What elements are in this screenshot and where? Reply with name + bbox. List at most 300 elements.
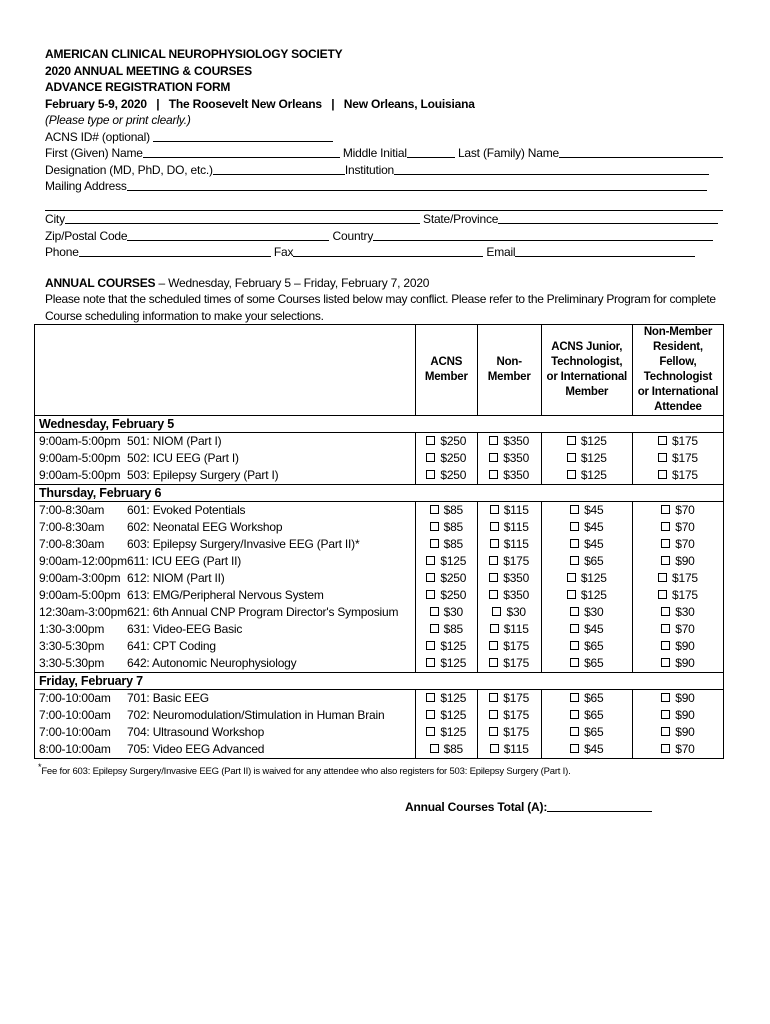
checkbox-icon[interactable]	[426, 453, 435, 462]
price-option[interactable]	[416, 536, 477, 553]
course-name: 613: EMG/Peripheral Nervous System	[127, 588, 324, 602]
checkbox-icon[interactable]	[570, 710, 579, 719]
course-group	[35, 433, 724, 485]
zip-label: Zip/Postal Code	[45, 228, 128, 243]
org-name: AMERICAN CLINICAL NEUROPHYSIOLOGY SOCIETY	[45, 47, 343, 61]
price-option[interactable]	[478, 536, 541, 553]
price-option[interactable]	[542, 741, 632, 758]
course-name: 612: NIOM (Part II)	[127, 571, 225, 585]
course-row	[35, 655, 415, 672]
price-option[interactable]	[542, 570, 632, 587]
checkbox-icon[interactable]	[661, 710, 670, 719]
price-option[interactable]	[633, 433, 723, 450]
price-option[interactable]	[542, 467, 632, 484]
price-option[interactable]	[542, 433, 632, 450]
price-option[interactable]	[542, 638, 632, 655]
price-option[interactable]	[633, 655, 723, 672]
price-option[interactable]	[416, 604, 477, 621]
checkbox-icon[interactable]	[661, 744, 670, 753]
price-value: $250	[440, 571, 467, 585]
checkbox-icon[interactable]	[661, 607, 670, 616]
price-option[interactable]	[416, 638, 477, 655]
checkbox-icon[interactable]	[658, 436, 667, 445]
price-value: $30	[506, 605, 526, 619]
price-value: $250	[440, 451, 467, 465]
price-value: $115	[503, 622, 529, 636]
checkbox-icon[interactable]	[489, 470, 498, 479]
price-value: $85	[443, 622, 464, 636]
price-value: $90	[675, 708, 695, 722]
mailing-row	[45, 178, 725, 195]
email-label: Email	[486, 245, 516, 259]
price-option[interactable]	[542, 690, 632, 707]
price-value: $90	[675, 554, 695, 568]
course-row	[35, 536, 415, 553]
price-value: $350	[503, 468, 530, 482]
checkbox-icon[interactable]	[490, 505, 499, 514]
course-name: 602: Neonatal EEG Workshop	[127, 520, 283, 534]
price-option[interactable]	[633, 587, 723, 604]
checkbox-icon[interactable]	[489, 693, 498, 702]
price-value: $125	[580, 434, 607, 448]
price-option[interactable]	[416, 724, 477, 741]
price-option[interactable]	[633, 536, 723, 553]
price-value: $125	[580, 588, 607, 602]
price-value: $30	[443, 605, 464, 619]
price-value: $70	[675, 503, 695, 517]
price-option[interactable]	[478, 467, 541, 484]
price-option[interactable]	[478, 707, 541, 724]
price-option[interactable]	[542, 502, 632, 519]
price-value: $65	[584, 656, 604, 670]
fax-field[interactable]	[293, 244, 483, 257]
price-option[interactable]	[633, 519, 723, 536]
price-value: $125	[440, 639, 467, 653]
price-option[interactable]	[416, 587, 477, 604]
price-value: $90	[675, 691, 695, 705]
price-value: $45	[584, 622, 604, 636]
price-value: $125	[440, 725, 467, 739]
checkbox-icon[interactable]	[426, 641, 435, 650]
course-row	[35, 570, 415, 587]
day-row	[35, 673, 724, 690]
price-option[interactable]	[416, 519, 477, 536]
checkbox-icon[interactable]	[489, 727, 498, 736]
checkbox-icon[interactable]	[489, 710, 498, 719]
course-time: 9:00am-3:00pm	[39, 571, 121, 585]
designation-field[interactable]	[213, 162, 345, 175]
price-column	[541, 690, 632, 759]
course-row	[35, 519, 415, 536]
price-option[interactable]	[633, 638, 723, 655]
price-option[interactable]	[633, 467, 723, 484]
price-option[interactable]	[416, 553, 477, 570]
courses-table	[34, 324, 724, 759]
course-time: 7:00-8:30am	[39, 503, 105, 517]
checkbox-icon[interactable]	[489, 641, 498, 650]
price-value: $175	[503, 691, 530, 705]
course-time: 7:00-10:00am	[39, 708, 111, 722]
footnote-asterisk: *	[38, 762, 42, 772]
checkbox-icon[interactable]	[658, 573, 667, 582]
price-value: $85	[443, 520, 464, 534]
price-option[interactable]	[633, 724, 723, 741]
price-option[interactable]	[478, 587, 541, 604]
course-time: 3:30-5:30pm	[39, 639, 105, 653]
price-option[interactable]	[478, 724, 541, 741]
phone-label: Phone	[45, 245, 79, 259]
day-heading: Friday, February 7	[35, 673, 724, 690]
checkbox-icon[interactable]	[658, 470, 667, 479]
course-row	[35, 690, 415, 707]
course-time: 12:30am-3:00pm	[39, 605, 127, 619]
checkbox-icon[interactable]	[567, 590, 576, 599]
price-value: $70	[675, 742, 695, 756]
price-option[interactable]	[416, 741, 477, 758]
price-value: $70	[675, 520, 695, 534]
checkbox-icon[interactable]	[430, 607, 439, 616]
courses-note: Please note that the scheduled times of some Courses listed below may conflict. Please refer to the Preliminary Program for complete Course scheduling information to make your selections.	[45, 292, 716, 323]
acns-id-label: ACNS ID# (optional)	[45, 129, 150, 144]
price-option[interactable]	[416, 467, 477, 484]
checkbox-icon[interactable]	[430, 744, 439, 753]
price-option[interactable]	[416, 707, 477, 724]
mailing-address-label: Mailing Address	[45, 179, 127, 193]
price-value: $125	[440, 554, 467, 568]
course-row	[35, 553, 415, 570]
course-row	[35, 741, 415, 758]
checkbox-icon[interactable]	[490, 522, 499, 531]
price-value: $45	[584, 520, 604, 534]
email-field[interactable]	[515, 244, 695, 257]
price-value: $90	[675, 656, 695, 670]
course-name: 701: Basic EEG	[127, 691, 209, 705]
checkbox-icon[interactable]	[570, 522, 579, 531]
course-name: 704: Ultrasound Workshop	[127, 725, 265, 739]
price-option[interactable]	[416, 502, 477, 519]
course-row	[35, 467, 415, 484]
checkbox-icon[interactable]	[426, 710, 435, 719]
course-time: 8:00-10:00am	[39, 742, 111, 756]
checkbox-icon[interactable]	[489, 658, 498, 667]
middle-initial-label: Middle Initial	[342, 146, 407, 160]
footnote	[38, 762, 571, 777]
course-time: 9:00am-12:00pm	[39, 554, 127, 568]
price-option[interactable]	[478, 621, 541, 638]
checkbox-icon[interactable]	[430, 624, 439, 633]
price-option[interactable]	[542, 587, 632, 604]
course-list	[35, 690, 416, 759]
first-name-label: First (Given) Name	[45, 146, 143, 160]
course-time: 7:00-8:30am	[39, 520, 105, 534]
price-option[interactable]	[478, 638, 541, 655]
course-group	[35, 502, 724, 673]
price-option[interactable]	[478, 690, 541, 707]
courses-total	[405, 799, 652, 814]
price-option[interactable]	[633, 741, 723, 758]
price-option[interactable]	[633, 690, 723, 707]
checkbox-icon[interactable]	[661, 641, 670, 650]
price-column	[477, 690, 541, 759]
checkbox-icon[interactable]	[570, 744, 579, 753]
state-field[interactable]	[498, 211, 718, 224]
last-name-label: Last (Family) Name	[457, 146, 560, 160]
price-value: $65	[584, 691, 604, 705]
course-name: 501: NIOM (Part I)	[127, 434, 222, 448]
price-option[interactable]	[633, 604, 723, 621]
checkbox-icon[interactable]	[426, 556, 435, 565]
city-row	[45, 211, 725, 228]
country-field[interactable]	[373, 228, 713, 241]
total-field[interactable]	[547, 799, 652, 812]
price-value: $125	[580, 468, 607, 482]
course-list	[35, 433, 416, 485]
zip-row	[45, 228, 725, 245]
price-value: $30	[584, 605, 604, 619]
price-option[interactable]	[542, 604, 632, 621]
price-option[interactable]	[542, 707, 632, 724]
price-option[interactable]	[416, 655, 477, 672]
price-value: $175	[503, 554, 530, 568]
price-option[interactable]	[416, 570, 477, 587]
course-name: 642: Autonomic Neurophysiology	[127, 656, 297, 670]
price-option[interactable]	[416, 450, 477, 467]
price-option[interactable]	[542, 655, 632, 672]
course-row	[35, 621, 415, 638]
checkbox-icon[interactable]	[658, 453, 667, 462]
price-option[interactable]	[633, 570, 723, 587]
price-value: $175	[672, 588, 698, 602]
price-option[interactable]	[542, 519, 632, 536]
col-acns-member: ACNS Member	[415, 325, 477, 416]
price-value: $115	[503, 520, 529, 534]
checkbox-icon[interactable]	[661, 727, 670, 736]
price-column	[415, 690, 477, 759]
price-option[interactable]	[633, 621, 723, 638]
checkbox-icon[interactable]	[570, 505, 579, 514]
price-option[interactable]	[478, 655, 541, 672]
course-time: 9:00am-5:00pm	[39, 434, 121, 448]
checkbox-icon[interactable]	[489, 556, 498, 565]
price-value: $125	[580, 571, 607, 585]
checkbox-icon[interactable]	[570, 727, 579, 736]
price-value: $175	[503, 725, 530, 739]
checkbox-icon[interactable]	[430, 505, 439, 514]
last-name-field[interactable]	[559, 145, 723, 158]
price-option[interactable]	[542, 621, 632, 638]
price-column	[541, 502, 632, 673]
course-time: 9:00am-5:00pm	[39, 588, 121, 602]
day-heading: Thursday, February 6	[35, 485, 724, 502]
form-title: ADVANCE REGISTRATION FORM	[45, 80, 231, 94]
price-value: $175	[503, 656, 530, 670]
checkbox-icon[interactable]	[570, 539, 579, 548]
price-value: $350	[503, 434, 530, 448]
checkbox-icon[interactable]	[567, 470, 576, 479]
price-value: $45	[584, 503, 604, 517]
checkbox-icon[interactable]	[490, 744, 499, 753]
price-column	[477, 502, 541, 673]
price-option[interactable]	[542, 553, 632, 570]
header-blank	[35, 325, 416, 416]
checkbox-icon[interactable]	[570, 693, 579, 702]
checkbox-icon[interactable]	[661, 539, 670, 548]
checkbox-icon[interactable]	[567, 453, 576, 462]
checkbox-icon[interactable]	[570, 624, 579, 633]
name-row	[45, 145, 725, 162]
courses-dates: – Wednesday, February 5 – Friday, February 7, 2020	[155, 275, 430, 290]
checkbox-icon[interactable]	[430, 522, 439, 531]
course-group	[35, 690, 724, 759]
course-name: 611: ICU EEG (Part II)	[127, 554, 242, 568]
checkbox-icon[interactable]	[567, 573, 576, 582]
course-name: 502: ICU EEG (Part I)	[127, 451, 239, 465]
course-time: 7:00-8:30am	[39, 537, 105, 551]
course-list	[35, 502, 416, 673]
price-value: $125	[580, 451, 607, 465]
checkbox-icon[interactable]	[426, 658, 435, 667]
institution-field[interactable]	[394, 162, 709, 175]
price-value: $175	[672, 434, 698, 448]
price-value: $65	[584, 554, 604, 568]
country-label: Country	[332, 228, 374, 243]
zip-field[interactable]	[127, 228, 329, 241]
course-name: 631: Video-EEG Basic	[127, 622, 243, 636]
checkbox-icon[interactable]	[661, 624, 670, 633]
col-resident: Non-Member Resident, Fellow, Technologist or International Attendee	[632, 325, 723, 416]
city-label: City	[45, 212, 65, 226]
course-time: 1:30-3:00pm	[39, 622, 105, 636]
price-value: $125	[440, 708, 467, 722]
course-time: 7:00-10:00am	[39, 725, 111, 739]
price-option[interactable]	[478, 519, 541, 536]
checkbox-icon[interactable]	[490, 539, 499, 548]
price-value: $115	[503, 503, 529, 517]
acns-id-row	[45, 129, 725, 146]
course-row	[35, 638, 415, 655]
price-option[interactable]	[542, 536, 632, 553]
checkbox-icon[interactable]	[661, 505, 670, 514]
course-name: 603: Epilepsy Surgery/Invasive EEG (Part II)*	[127, 537, 360, 551]
checkbox-icon[interactable]	[489, 590, 498, 599]
price-value: $70	[675, 622, 695, 636]
course-name: 641: CPT Coding	[127, 639, 216, 653]
checkbox-icon[interactable]	[567, 436, 576, 445]
mailing-address-field-2[interactable]	[45, 195, 723, 212]
checkbox-icon[interactable]	[661, 556, 670, 565]
price-value: $175	[503, 639, 530, 653]
price-value: $45	[584, 537, 604, 551]
price-option[interactable]	[542, 450, 632, 467]
course-name: 621: 6th Annual CNP Program Director's Symposium	[127, 605, 399, 619]
city-field[interactable]	[65, 211, 420, 224]
footnote-text: Fee for 603: Epilepsy Surgery/Invasive EEG (Part II) is waived for any attendee who also registers for 503: Epilepsy Surgery (Part I).	[41, 766, 571, 778]
price-option[interactable]	[633, 450, 723, 467]
price-option[interactable]	[416, 690, 477, 707]
price-option[interactable]	[633, 553, 723, 570]
checkbox-icon[interactable]	[489, 453, 498, 462]
price-option[interactable]	[416, 433, 477, 450]
price-value: $30	[675, 605, 695, 619]
price-option[interactable]	[633, 707, 723, 724]
checkbox-icon[interactable]	[570, 607, 579, 616]
course-time: 3:30-5:30pm	[39, 656, 105, 670]
course-row	[35, 433, 415, 450]
price-option[interactable]	[478, 433, 541, 450]
phone-field[interactable]	[79, 244, 271, 257]
price-option[interactable]	[478, 450, 541, 467]
checkbox-icon[interactable]	[658, 590, 667, 599]
checkbox-icon[interactable]	[661, 658, 670, 667]
state-label: State/Province	[423, 212, 499, 226]
price-option[interactable]	[542, 724, 632, 741]
meeting-title: 2020 ANNUAL MEETING & COURSES	[45, 63, 252, 78]
total-label: Annual Courses Total (A):	[405, 800, 548, 814]
checkbox-icon[interactable]	[489, 436, 498, 445]
phone-row	[45, 244, 725, 261]
checkbox-icon[interactable]	[570, 658, 579, 667]
day-row	[35, 485, 724, 502]
price-option[interactable]	[478, 502, 541, 519]
checkbox-icon[interactable]	[492, 607, 501, 616]
checkbox-icon[interactable]	[570, 556, 579, 565]
price-option[interactable]	[478, 553, 541, 570]
checkbox-icon[interactable]	[570, 641, 579, 650]
price-option[interactable]	[478, 741, 541, 758]
checkbox-icon[interactable]	[661, 693, 670, 702]
price-option[interactable]	[478, 604, 541, 621]
price-column	[632, 502, 723, 673]
checkbox-icon[interactable]	[426, 590, 435, 599]
checkbox-icon[interactable]	[426, 573, 435, 582]
col-non-member: Non-Member	[477, 325, 541, 416]
middle-initial-field[interactable]	[407, 145, 455, 158]
price-value: $85	[443, 503, 464, 517]
checkbox-icon[interactable]	[426, 436, 435, 445]
price-option[interactable]	[633, 502, 723, 519]
price-value: $175	[672, 451, 698, 465]
price-value: $250	[440, 588, 467, 602]
first-name-field[interactable]	[143, 145, 340, 158]
fax-label: Fax	[273, 245, 294, 259]
checkbox-icon[interactable]	[426, 693, 435, 702]
checkbox-icon[interactable]	[489, 573, 498, 582]
course-name: 705: Video EEG Advanced	[127, 742, 265, 756]
checkbox-icon[interactable]	[661, 522, 670, 531]
price-option[interactable]	[416, 621, 477, 638]
course-row	[35, 604, 415, 621]
acns-id-field[interactable]	[153, 129, 333, 142]
price-column	[632, 433, 723, 485]
price-column	[415, 502, 477, 673]
mailing-address-field[interactable]	[127, 178, 707, 191]
price-value: $65	[584, 708, 604, 722]
price-value: $85	[443, 537, 464, 551]
checkbox-icon[interactable]	[430, 539, 439, 548]
price-value: $65	[584, 639, 604, 653]
courses-title: ANNUAL COURSES	[45, 275, 156, 290]
checkbox-icon[interactable]	[426, 727, 435, 736]
price-value: $125	[440, 656, 467, 670]
checkbox-icon[interactable]	[426, 470, 435, 479]
course-row	[35, 707, 415, 724]
price-value: $45	[584, 742, 604, 756]
price-option[interactable]	[478, 570, 541, 587]
checkbox-icon[interactable]	[490, 624, 499, 633]
price-value: $175	[503, 708, 530, 722]
price-column	[632, 690, 723, 759]
price-value: $350	[503, 571, 530, 585]
